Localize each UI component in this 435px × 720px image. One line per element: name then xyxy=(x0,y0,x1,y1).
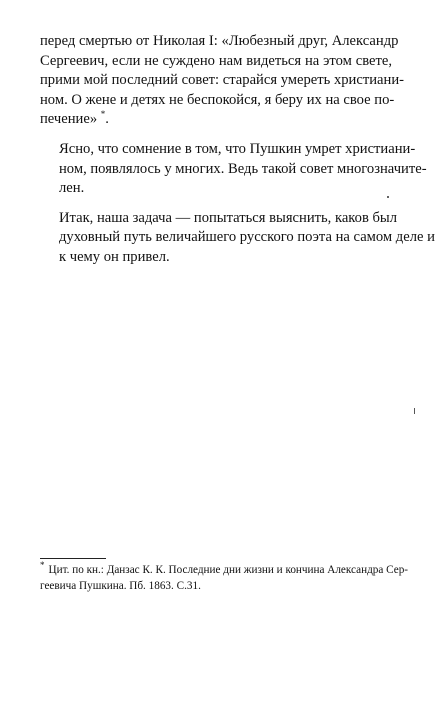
text-line: Сергеевич, если не суждено нам видеться на этом свете, xyxy=(40,52,392,69)
footnote-marker: * xyxy=(40,560,45,570)
text-line-last xyxy=(40,110,392,130)
paragraph-quote xyxy=(40,32,404,130)
footnote-line-last: геевича Пушкина. Пб. 1863. С.31. xyxy=(40,580,201,592)
text-line: перед смертью от Николая I: «Любезный друг, Александр xyxy=(40,33,399,49)
paragraph-doubt xyxy=(40,140,427,199)
scan-speck xyxy=(387,196,389,198)
text-line: прими мой последний совет: старайся умереть христиани- xyxy=(40,72,404,89)
text-line: духовный путь величайшего русского поэта на самом деле и xyxy=(59,229,435,246)
text-line: ном, появлялось у многих. Ведь такой совет многозначите- xyxy=(59,160,427,177)
sentence-end: . xyxy=(105,111,109,128)
text-line: ном. О жене и детях не беспокойся, я беру их на свое по- xyxy=(40,91,395,108)
footnote-line xyxy=(40,560,409,578)
footnote-reference-mark[interactable]: * xyxy=(100,109,106,120)
text-line: Ясно, что сомнение в том, что Пушкин умрет христиани- xyxy=(59,140,416,157)
text-line: Итак, наша задача — попытаться выяснить, каков был xyxy=(59,209,398,226)
main-text xyxy=(40,32,435,278)
footnote xyxy=(40,560,409,594)
text-line-last: лен. xyxy=(59,180,85,197)
paragraph-task xyxy=(40,209,435,268)
text-line-last: к чему он привел. xyxy=(59,248,170,265)
footnote-divider xyxy=(40,558,106,559)
text-fragment: печение» xyxy=(40,111,98,128)
scan-speck xyxy=(414,408,415,414)
footnote-text: Цит. по кн.: Данзас К. К. Последние дни жизни и кончина Александра Сер- xyxy=(48,564,409,576)
